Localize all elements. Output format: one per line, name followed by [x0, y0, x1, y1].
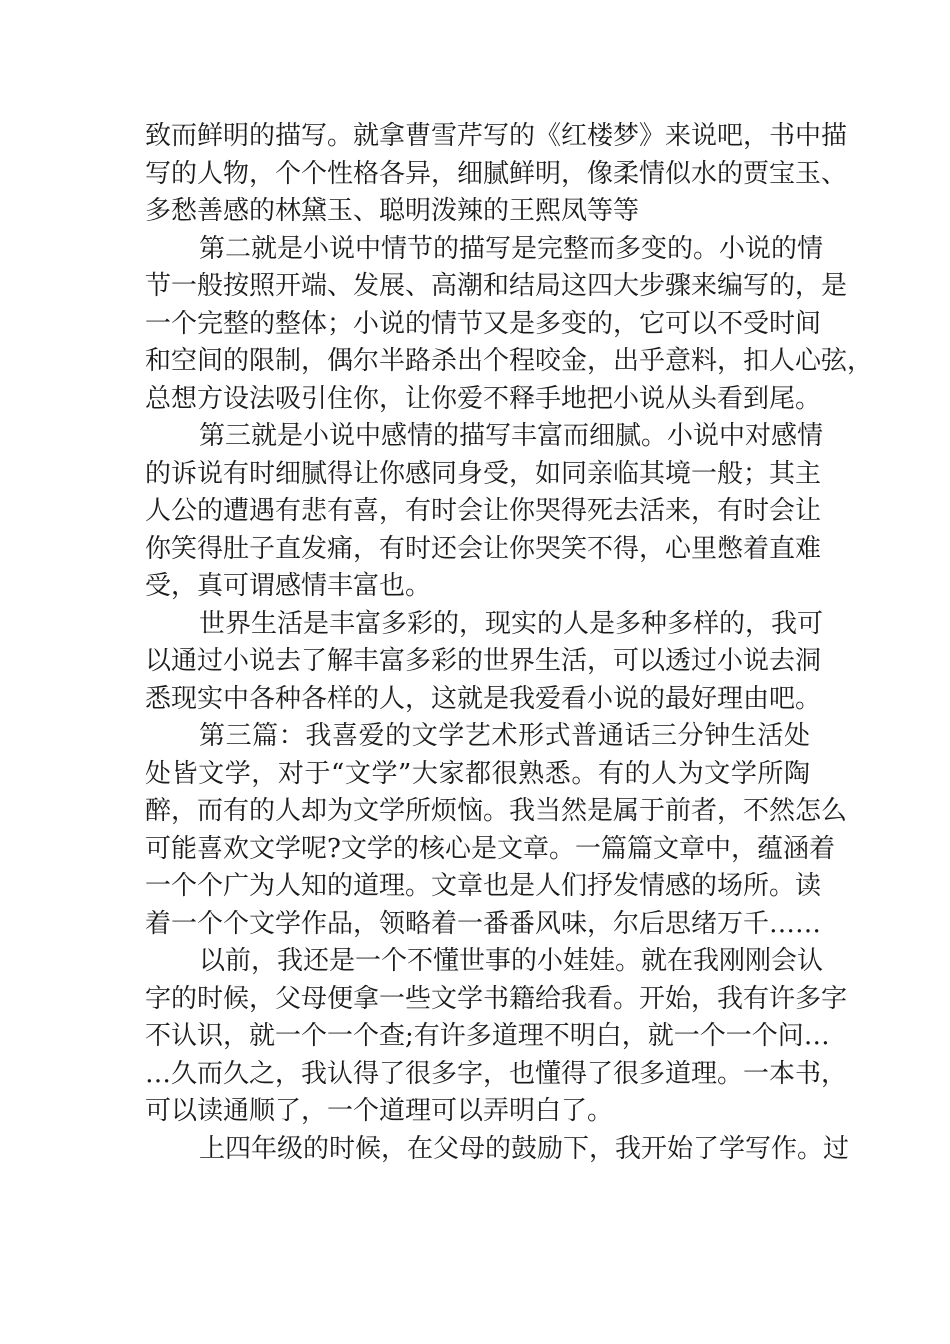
paragraph-start-line: 以前，我还是一个不懂世事的小娃娃。就在我刚刚会认 — [199, 946, 824, 976]
text-line: 写的人物，个个性格各异，细腻鲜明，像柔情似水的贾宝玉、 — [145, 158, 848, 189]
text-line: 醉，而有的人却为文学所烦恼。我当然是属于前者，不然怎么 — [145, 796, 848, 826]
text-line: 处皆文学，对于“文学”大家都很熟悉。有的人为文学所陶 — [145, 758, 810, 789]
text-line: 的诉说有时细腻得让你感同身受，如同亲临其境一般；其主 — [145, 458, 822, 489]
paragraph-start-line: 第二就是小说中情节的描写是完整而多变的。小说的情 — [199, 233, 824, 264]
paragraph-start-line: 世界生活是丰富多彩的，现实的人是多种多样的，我可 — [199, 608, 824, 639]
text-line: 人公的遭遇有悲有喜，有时会让你哭得死去活来，有时会让 — [145, 496, 822, 526]
paragraph-start-line: 第三就是小说中感情的描写丰富而细腻。小说中对感情 — [199, 421, 824, 451]
text-line: 受，真可谓感情丰富也。 — [145, 571, 432, 601]
text-line: 和空间的限制，偶尔半路杀出个程咬金，出乎意料，扣人心弦， — [145, 346, 874, 376]
text-line: 字的时候，父母便拿一些文学书籍给我看。开始，我有许多字 — [145, 983, 848, 1014]
text-line: 节一般按照开端、发展、高潮和结局这四大步骤来编写的，是 — [145, 271, 848, 301]
text-line: 你笑得肚子直发痛，有时还会让你哭笑不得，心里憋着直难 — [145, 533, 822, 564]
text-line: 致而鲜明的描写。就拿曹雪芹写的《红楼梦》来说吧，书中描 — [145, 121, 848, 151]
text-line: 以通过小说去了解丰富多彩的世界生活，可以透过小说去洞 — [145, 646, 822, 676]
document-body — [145, 118, 874, 1168]
text-line: 着一个个文学作品，领略着一番番风味，尔后思绪万千…… — [145, 908, 822, 939]
text-line: 一个个广为人知的道理。文章也是人们抒发情感的场所。读 — [145, 871, 822, 901]
text-line: 可以读通顺了，一个道理可以弄明白了。 — [145, 1096, 614, 1126]
paragraph-start-line: 第三篇：我喜爱的文学艺术形式普通话三分钟生活处 — [199, 721, 810, 751]
text-line: 悉现实中各种各样的人，这就是我爱看小说的最好理由吧。 — [145, 683, 822, 714]
paragraph-start-line: 上四年级的时候，在父母的鼓励下，我开始了学写作。过 — [199, 1133, 850, 1164]
text-line: 一个完整的整体；小说的情节又是多变的，它可以不受时间 — [145, 308, 822, 339]
text-line: 多愁善感的林黛玉、聪明泼辣的王熙凤等等 — [145, 196, 640, 226]
text-line: 总想方设法吸引住你，让你爱不释手地把小说从头看到尾。 — [145, 383, 822, 414]
text-line: 不认识，就一个一个查;有许多道理不明白，就一个一个问… — [145, 1021, 830, 1051]
text-line: …久而久之，我认得了很多字，也懂得了很多道理。一本书， — [145, 1058, 848, 1089]
text-line: 可能喜欢文学呢?文学的核心是文章。一篇篇文章中，蕴涵着 — [145, 833, 835, 864]
